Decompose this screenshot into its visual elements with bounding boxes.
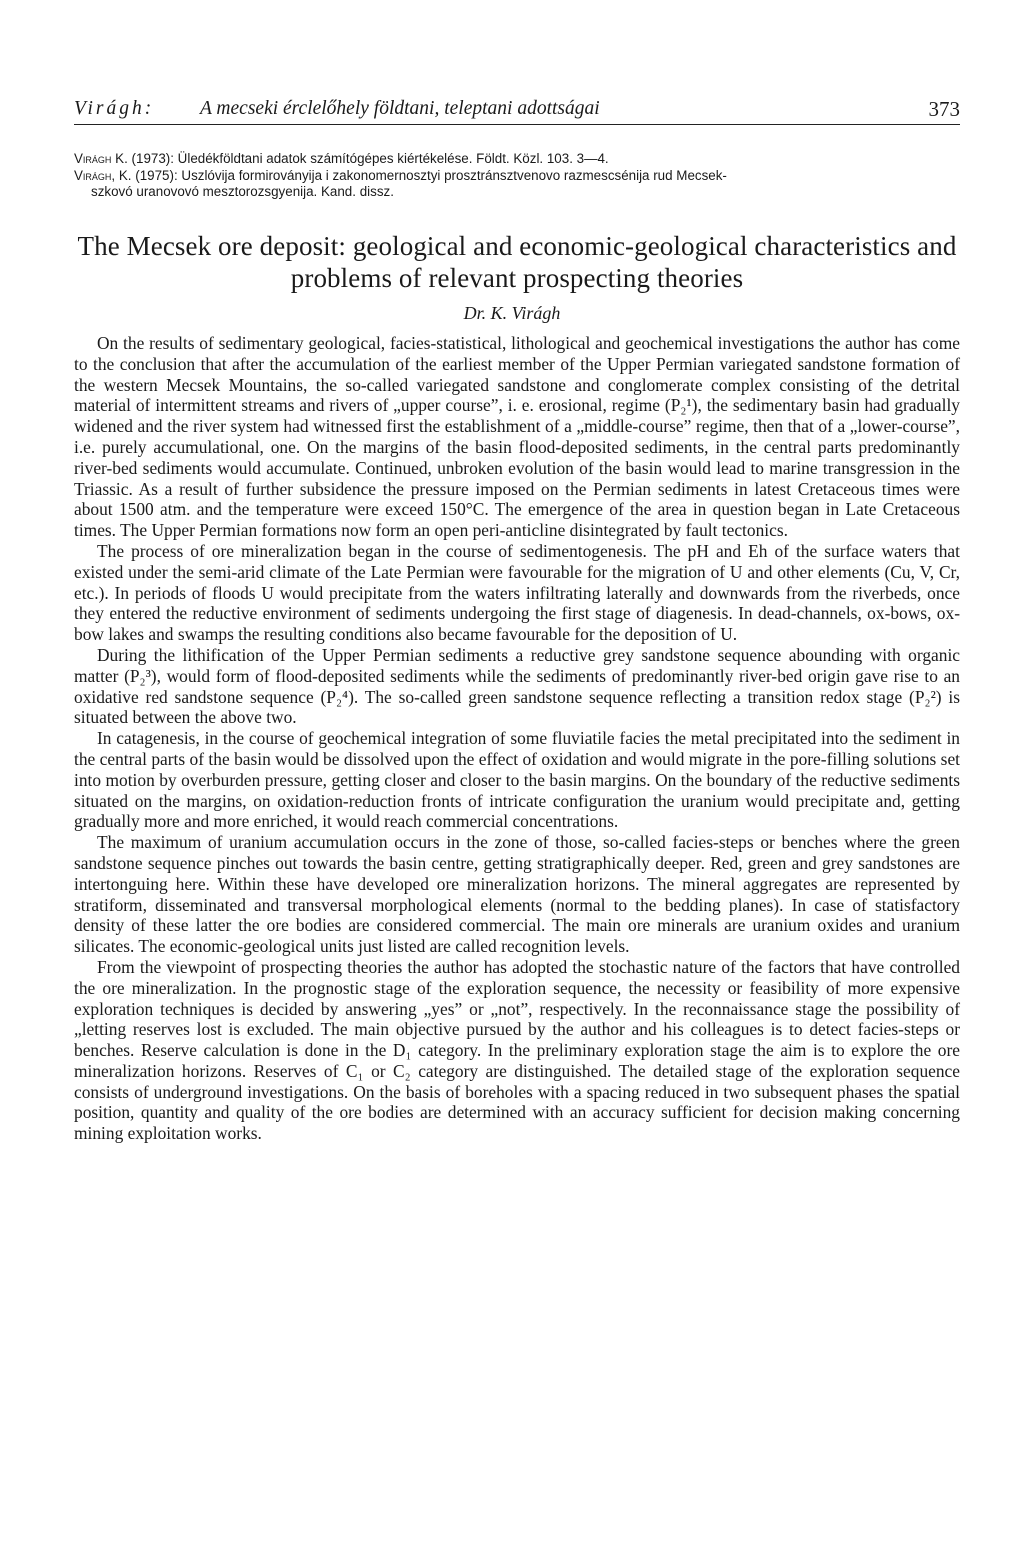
body-paragraph: In catagenesis, in the course of geochemical integration of some fluviatile facies the metal precipitated into the sediment in the central parts of the basin would be dissolved upon the effect of oxidation and would migrate in the pore-filling solutions set into motion by overburden pressure, getting closer and closer to the basin margins. On the boundary of the reductive sediments situated on the margins, on oxidation-reduction fronts of intricate configuration the uranium would precipitate and, getting gradually more and more enriched, it would reach commercial concentrations. (74, 728, 960, 832)
reference-text: (1975): Uszlóvija formiroványija i zakonomernosztyi prosztránsztvenovo razmescsénija rud Mecsek- (131, 167, 727, 183)
body-paragraph: The maximum of uranium accumulation occurs in the zone of those, so-called facies-steps or benches where the green sandstone sequence pinches out towards the basin centre, getting stratigraphically deeper. Red, green and grey sandstones are intertonguing here. Within these have developed ore mineralization horizons. The mineral aggregates are represented by stratiform, disseminated and transversal morphological elements (normal to the bedding planes). In case of statisfactory density of these latter the ore bodies are considered commercial. The main ore minerals are uranium oxides and uranium silicates. The economic-geological units just listed are called recognition levels. (74, 832, 960, 957)
reference-list (74, 151, 960, 201)
header-rule (74, 124, 960, 125)
running-head-title: A mecseki érclelőhely földtani, teleptani adottságai (200, 98, 600, 119)
author-byline: Dr. K. Virágh (463, 303, 561, 323)
reference-author: Virágh K. (74, 151, 128, 166)
reference-entry (74, 151, 960, 168)
body-paragraph: On the results of sedimentary geological, facies-statistical, lithological and geochemical investigations the author has come to the conclusion that after the accumulation of the earliest member of the Upper Permian variegated sandstone formation of the western Mecsek Mountains, the so-called variegated sandstone and conglomerate complex consisting of the detrital material of intermittent streams and rivers of „upper course”, i. e. erosional, regime (P₂¹), the sedimentary basin had gradually widened and the river system had witnessed first the establishment of a „middle-course” regime, then that of a „lower-course”, i.e. purely accumulational, one. On the margins of the basin flood-deposited sediments, in the central parts predominantly river-bed sediments would accumulate. Continued, unbroken evolution of the basin would lead to marine transgression in the Triassic. As a result of further subsidence the pressure imposed on the Permian sediments in latest Cretaceous times were about 1500 atm. and the temperature were exceed 150°C. The emergence of the area in question began in Late Cretaceous times. The Upper Permian formations now form an open peri-anticline disintegrated by fault tectonics. (74, 333, 960, 541)
reference-author: Virágh, K. (74, 167, 132, 183)
article-title: The Mecsek ore deposit: geological and economic-geological characteristics and problems of relevant prospecting theories (77, 231, 957, 293)
reference-text-continuation: szkovó uranovovó mesztorozsgyenija. Kand. dissz. (91, 184, 394, 200)
body-paragraph: During the lithification of the Upper Permian sediments a reductive grey sandstone sequence abounding with organic matter (P₂³), would form of flood-deposited sediments while the sediments of predominantly river-bed origin gave rise to an oxidative red sandstone sequence (P₂⁴). The so-called green sandstone sequence reflecting a transition redox stage (P₂²) is situated between the above two. (74, 644, 960, 728)
body-paragraph: The process of ore mineralization began in the course of sedimentogenesis. The pH and Eh of the surface waters that existed under the semi-arid climate of the Late Permian were favourable for the migration of U and other elements (Cu, V, Cr, etc.). In periods of floods U would precipitate from the waters infiltrating laterally and downwards from the riverbeds, once they entered the reductive environment of sediments undergoing the first stage of diagenesis. In dead-channels, ox-bows, ox-bow lakes and swamps the resulting conditions also became favourable for the deposition of U. (74, 540, 960, 645)
body-paragraph: From the viewpoint of prospecting theories the author has adopted the stochastic nature of the factors that have controlled the ore mineralization. In the prognostic stage of the exploration sequence, the necessity or feasibility of more expensive exploration techniques is decided by answering „yes” or „not”, respectively. In the reconnaissance stage the possibility of „letting reserves lost is excluded. The main objective pursued by the author and his colleagues is to detect facies-steps or benches. Reserve calculation is done in the D₁ category. In the preliminary exploration stage the aim is to explore the ore mineralization horizons. Reserves of C₁ or C₂ category are distinguished. The detailed stage of the exploration sequence consists of underground investigations. On the basis of boreholes with a spacing reduced in two subsequent phases the spatial position, quantity and quality of the ore bodies are determined with an accuracy sufficient for decision making concerning mining exploitation works. (74, 956, 960, 1144)
running-head (74, 98, 960, 120)
page-number: 373 (928, 97, 960, 121)
reference-entry (74, 168, 960, 201)
running-head-author: Virágh: (74, 98, 155, 119)
article-body (74, 333, 960, 1144)
reference-text: (1973): Üledékföldtani adatok számítógépes kiértékelése. Földt. Közl. 103. 3—4. (127, 151, 609, 166)
